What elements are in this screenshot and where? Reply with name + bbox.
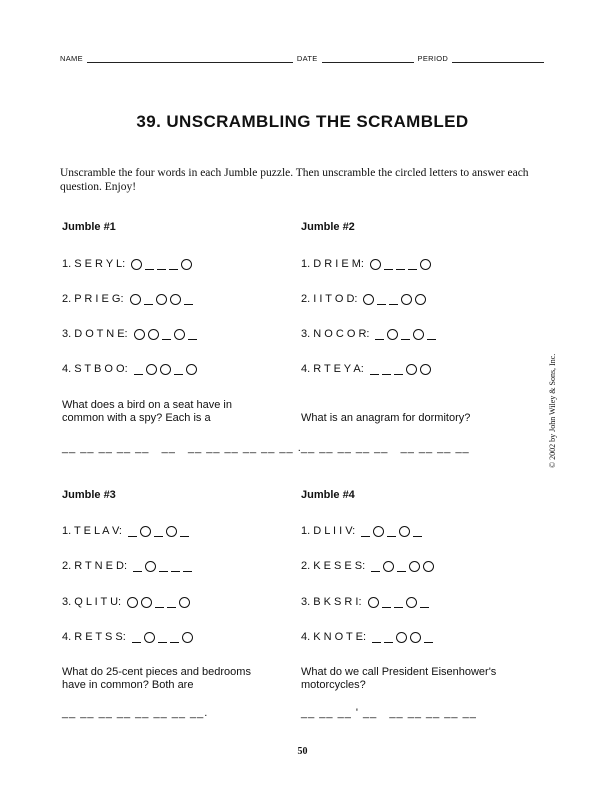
letter-blank-slot: [408, 259, 417, 270]
letter-blank-slot: [372, 632, 381, 643]
scrambled-word: 3. N O C O R:: [301, 328, 370, 340]
scrambled-word: 1. S E R Y L:: [62, 258, 126, 270]
jumble-4-row-1: [301, 524, 425, 538]
period-line: [452, 54, 544, 63]
jumble-4-title: Jumble #4: [301, 489, 355, 501]
circled-letter-slot: [130, 294, 141, 305]
copyright-notice: © 2002 by John Wiley & Sons, Inc.: [548, 353, 557, 468]
circled-letter-slot: [423, 561, 434, 572]
page-number: 50: [297, 746, 308, 757]
circled-letter-slot: [406, 364, 417, 375]
letter-blank-slot: [371, 561, 380, 572]
answer-slots: [361, 526, 425, 537]
scrambled-word: 4. K N O T E:: [301, 631, 367, 643]
jumble-4-row-2: [301, 559, 437, 573]
date-label: DATE: [296, 54, 318, 63]
jumble-2-row-4: [301, 362, 434, 376]
circled-letter-slot: [399, 526, 410, 537]
circled-letter-slot: [182, 632, 193, 643]
letter-blank-slot: [382, 597, 391, 608]
jumble-2-title: Jumble #2: [301, 221, 355, 233]
letter-blank-slot: [144, 294, 153, 305]
letter-blank-slot: [413, 526, 422, 537]
scrambled-word: 4. R E T S S:: [62, 631, 126, 643]
answer-slots: [130, 294, 196, 305]
circled-letter-slot: [415, 294, 426, 305]
letter-blank-slot: [370, 364, 379, 375]
circled-letter-slot: [156, 294, 167, 305]
circled-letter-slot: [170, 294, 181, 305]
student-info-header: [60, 54, 548, 63]
answer-slots: [368, 597, 432, 608]
date-line: [322, 54, 414, 63]
letter-blank-slot: [389, 294, 398, 305]
scrambled-word: 2. R T N E D:: [62, 560, 128, 572]
letter-blank-slot: [171, 561, 180, 572]
circled-letter-slot: [166, 526, 177, 537]
jumble-1-row-4: [62, 362, 200, 376]
letter-blank-slot: [170, 632, 179, 643]
letter-blank-slot: [155, 597, 164, 608]
circled-letter-slot: [387, 329, 398, 340]
jumble-4-row-3: [301, 595, 432, 609]
jumble-3-answer-blanks: __ __ __ __ __ __ __ __.: [62, 707, 209, 719]
circled-letter-slot: [410, 632, 421, 643]
scrambled-word: 3. Q L I T U:: [62, 596, 122, 608]
letter-blank-slot: [158, 632, 167, 643]
letter-blank-slot: [128, 526, 137, 537]
answer-slots: [363, 294, 429, 305]
letter-blank-slot: [384, 259, 393, 270]
scrambled-word: 2. P R I E G:: [62, 293, 124, 305]
letter-blank-slot: [188, 329, 197, 340]
page-title: 39. UNSCRAMBLING THE SCRAMBLED: [136, 112, 469, 131]
answer-slots: [371, 561, 437, 572]
letter-blank-slot: [377, 294, 386, 305]
letter-blank-slot: [174, 364, 183, 375]
jumble-3-title: Jumble #3: [62, 489, 116, 501]
letter-blank-slot: [382, 364, 391, 375]
letter-blank-slot: [162, 329, 171, 340]
circled-letter-slot: [401, 294, 412, 305]
letter-blank-slot: [134, 364, 143, 375]
circled-letter-slot: [370, 259, 381, 270]
scrambled-word: 3. B K S R I:: [301, 596, 362, 608]
circled-letter-slot: [406, 597, 417, 608]
scrambled-word: 4. S T B O O:: [62, 363, 128, 375]
circled-letter-slot: [146, 364, 157, 375]
letter-blank-slot: [387, 526, 396, 537]
letter-blank-slot: [396, 259, 405, 270]
circled-letter-slot: [373, 526, 384, 537]
jumble-2-answer-blanks: __ __ __ __ __ __ __ __ __: [301, 442, 470, 454]
scrambled-word: 1. D R I E M:: [301, 258, 364, 270]
answer-slots: [128, 526, 192, 537]
circled-letter-slot: [141, 597, 152, 608]
circled-letter-slot: [131, 259, 142, 270]
circled-letter-slot: [179, 597, 190, 608]
answer-slots: [372, 632, 436, 643]
jumble-1-answer-blanks: __ __ __ __ __ __ __ __ __ __ __ __ .: [62, 442, 302, 454]
circled-letter-slot: [181, 259, 192, 270]
name-label: NAME: [60, 54, 83, 63]
letter-blank-slot: [183, 561, 192, 572]
scrambled-word: 1. T E L A V:: [62, 525, 122, 537]
name-line: [87, 54, 293, 63]
circled-letter-slot: [363, 294, 374, 305]
letter-blank-slot: [145, 259, 154, 270]
answer-slots: [370, 364, 434, 375]
letter-blank-slot: [132, 632, 141, 643]
circled-letter-slot: [409, 561, 420, 572]
answer-slots: [134, 364, 200, 375]
letter-blank-slot: [375, 329, 384, 340]
jumble-1-row-2: [62, 292, 196, 306]
circled-letter-slot: [148, 329, 159, 340]
jumble-1-row-3: [62, 327, 200, 341]
answer-slots: [127, 597, 193, 608]
letter-blank-slot: [384, 632, 393, 643]
letter-blank-slot: [133, 561, 142, 572]
answer-slots: [375, 329, 439, 340]
circled-letter-slot: [160, 364, 171, 375]
scrambled-word: 3. D O T N E:: [62, 328, 128, 340]
jumble-3-question: What do 25-cent pieces and bedrooms have in common? Both are: [62, 666, 251, 691]
letter-blank-slot: [184, 294, 193, 305]
jumble-1-title: Jumble #1: [62, 221, 116, 233]
letter-blank-slot: [394, 364, 403, 375]
letter-blank-slot: [157, 259, 166, 270]
circled-letter-slot: [186, 364, 197, 375]
scrambled-word: 2. K E S E S:: [301, 560, 366, 572]
letter-blank-slot: [427, 329, 436, 340]
scrambled-word: 4. R T E Y A:: [301, 363, 364, 375]
circled-letter-slot: [134, 329, 145, 340]
answer-slots: [131, 259, 195, 270]
jumble-3-row-4: [62, 630, 196, 644]
letter-blank-slot: [361, 526, 370, 537]
circled-letter-slot: [145, 561, 156, 572]
period-label: PERIOD: [417, 54, 449, 63]
circled-letter-slot: [420, 259, 431, 270]
jumble-2-row-3: [301, 327, 439, 341]
circled-letter-slot: [413, 329, 424, 340]
jumble-3-row-1: [62, 524, 192, 538]
circled-letter-slot: [174, 329, 185, 340]
scrambled-word: 2. I I T O D:: [301, 293, 358, 305]
jumble-4-answer-blanks: __ __ __ ' __ __ __ __ __ __: [301, 707, 477, 719]
circled-letter-slot: [396, 632, 407, 643]
answer-slots: [133, 561, 195, 572]
letter-blank-slot: [180, 526, 189, 537]
jumble-3-row-3: [62, 595, 193, 609]
letter-blank-slot: [401, 329, 410, 340]
circled-letter-slot: [140, 526, 151, 537]
letter-blank-slot: [394, 597, 403, 608]
jumble-1-question: What does a bird on a seat have in common with a spy? Each is a: [62, 399, 232, 424]
letter-blank-slot: [159, 561, 168, 572]
jumble-2-row-1: [301, 257, 434, 271]
scrambled-word: 1. D L I I V:: [301, 525, 356, 537]
instructions: Unscramble the four words in each Jumble puzzle. Then unscramble the circled letters to answer each question. Enjoy!: [60, 167, 529, 193]
answer-slots: [134, 329, 200, 340]
circled-letter-slot: [368, 597, 379, 608]
letter-blank-slot: [167, 597, 176, 608]
answer-slots: [132, 632, 196, 643]
letter-blank-slot: [397, 561, 406, 572]
circled-letter-slot: [383, 561, 394, 572]
jumble-4-question: What do we call President Eisenhower's motorcycles?: [301, 666, 497, 691]
circled-letter-slot: [420, 364, 431, 375]
jumble-3-row-2: [62, 559, 195, 573]
letter-blank-slot: [154, 526, 163, 537]
answer-slots: [370, 259, 434, 270]
circled-letter-slot: [144, 632, 155, 643]
jumble-4-row-4: [301, 630, 436, 644]
jumble-2-question: What is an anagram for dormitory?: [301, 412, 471, 424]
letter-blank-slot: [424, 632, 433, 643]
circled-letter-slot: [127, 597, 138, 608]
jumble-1-row-1: [62, 257, 195, 271]
jumble-2-row-2: [301, 292, 429, 306]
letter-blank-slot: [169, 259, 178, 270]
letter-blank-slot: [420, 597, 429, 608]
